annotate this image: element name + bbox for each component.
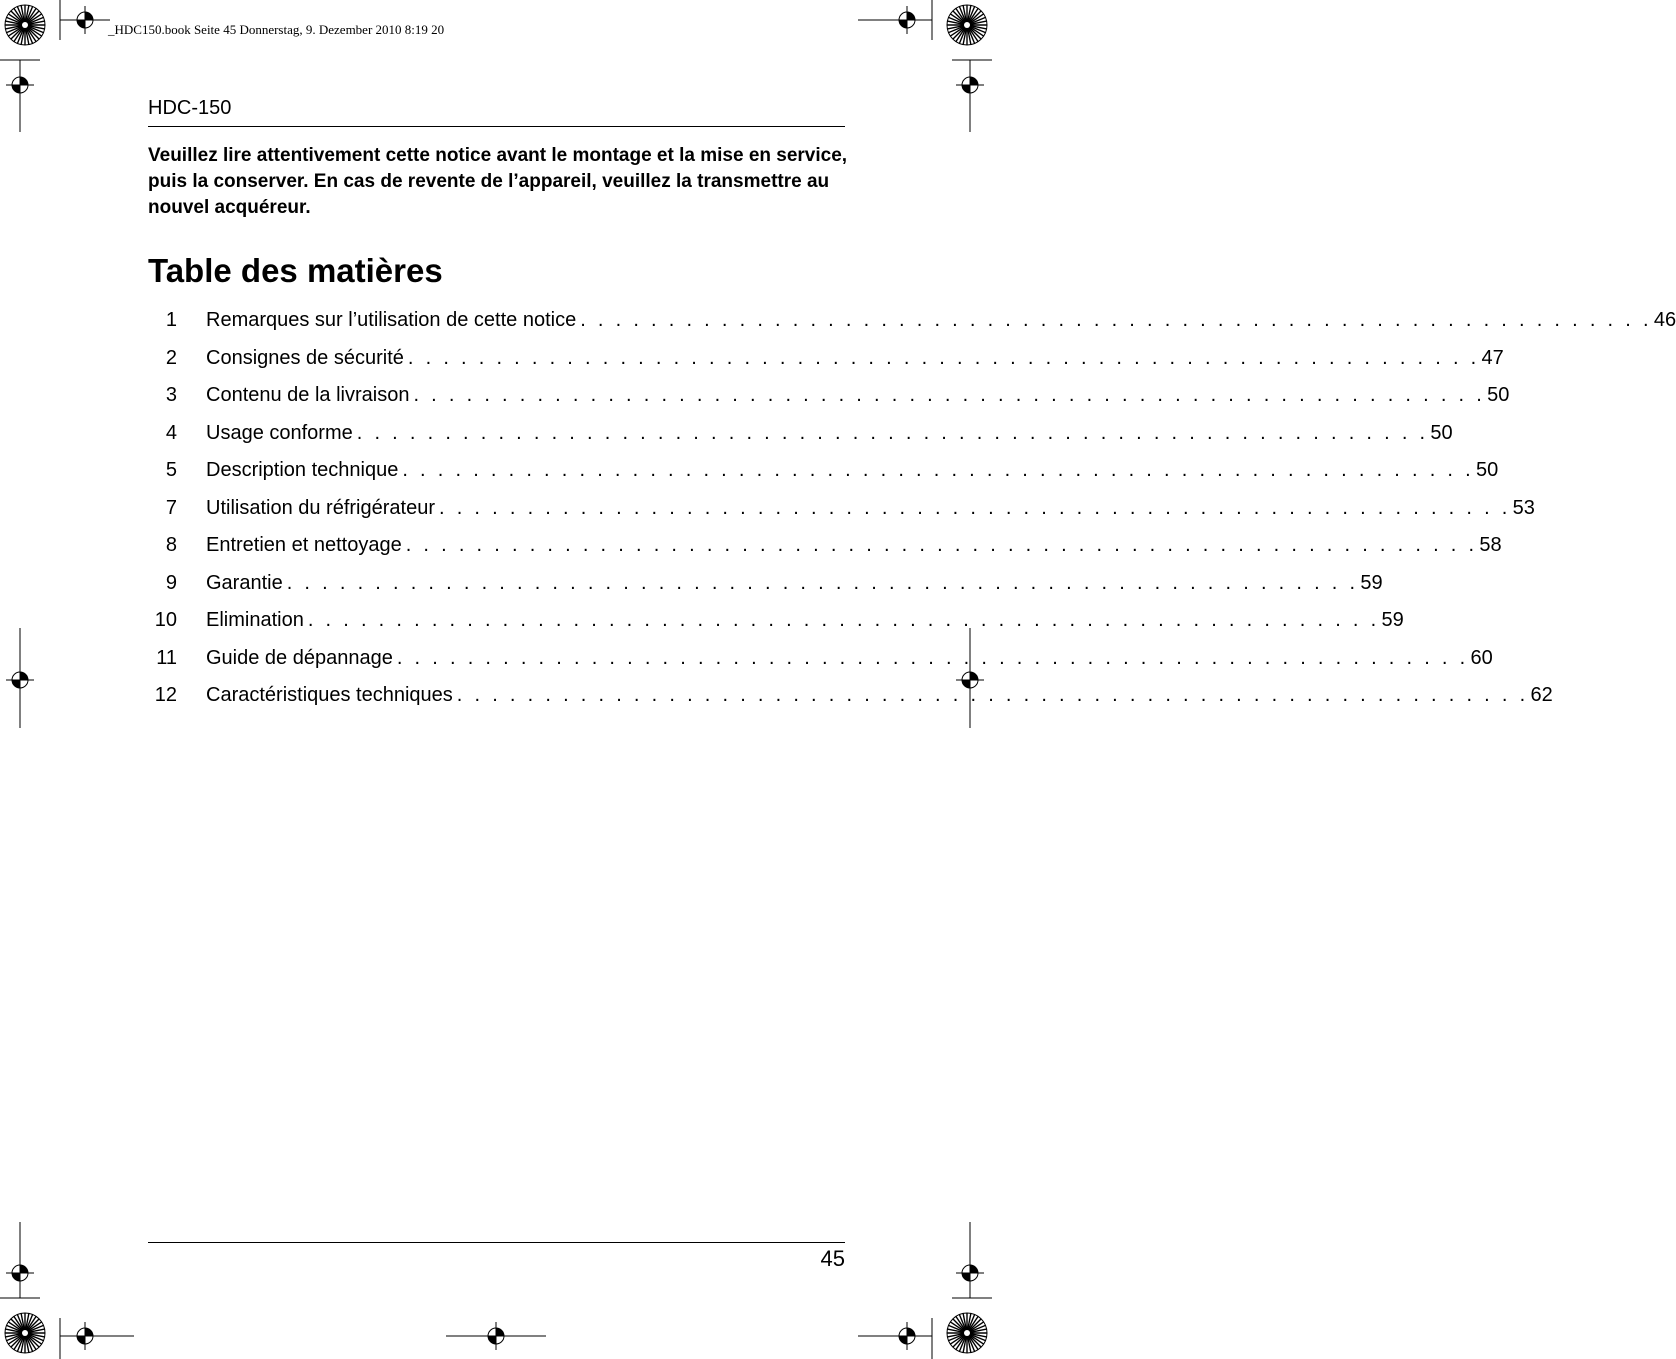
- toc-entry[interactable]: [148, 640, 1493, 678]
- toc-entry-number: 5: [165, 459, 177, 482]
- intro-notice: Veuillez lire attentivement cette notice avant le montage et la mise en service, puis la conserver. En cas de revente de l’appareil, veuillez la transmettre au nouvel acquéreur.: [148, 145, 848, 218]
- running-header-title: HDC-150: [148, 97, 232, 119]
- star-target-top-left: [5, 5, 45, 45]
- toc-heading: Table des matières: [148, 252, 443, 289]
- footer-divider: [148, 1242, 845, 1243]
- toc-entry[interactable]: [148, 565, 1383, 603]
- star-target-bottom-left: [5, 1313, 45, 1353]
- toc-dot-leader: . . . . . . . . . . . . . . . . . . . . . . . . . . . . . . . . . . . . . . . . . . . . . . . . . . . . . . . . . . . . .: [456, 684, 1529, 707]
- toc-entry[interactable]: [148, 490, 1535, 528]
- toc-dot-leader: . . . . . . . . . . . . . . . . . . . . . . . . . . . . . . . . . . . . . . . . . . . . . . . . . . . . . . . . . . . . .: [580, 309, 1652, 332]
- toc-entry-page: 50: [1476, 459, 1499, 482]
- toc-entry-title: Caractéristiques techniques: [206, 684, 453, 707]
- toc-entry-number: 9: [165, 571, 177, 594]
- toc-entry-number: 8: [165, 534, 177, 557]
- toc-entry-page: 53: [1512, 496, 1535, 519]
- toc-entry[interactable]: [148, 377, 1510, 415]
- toc-dot-leader: . . . . . . . . . . . . . . . . . . . . . . . . . . . . . . . . . . . . . . . . . . . . . . . . . . . . . . . . . . . . .: [396, 646, 1469, 669]
- toc-entry-title: Contenu de la livraison: [206, 384, 410, 407]
- toc-entry-page: 62: [1530, 684, 1553, 707]
- toc-dot-leader: . . . . . . . . . . . . . . . . . . . . . . . . . . . . . . . . . . . . . . . . . . . . . . . . . . . . . . . . . . . . .: [407, 346, 1480, 369]
- toc-entry[interactable]: [148, 527, 1502, 565]
- toc-entry-title: Garantie: [206, 571, 283, 594]
- toc-entry-title: Guide de dépannage: [206, 646, 393, 669]
- toc-entry-number: 2: [165, 346, 177, 369]
- toc-entry-title: Consignes de sécurité: [206, 346, 404, 369]
- toc-entry-title: Utilisation du réfrigérateur: [206, 496, 435, 519]
- toc-dot-leader: . . . . . . . . . . . . . . . . . . . . . . . . . . . . . . . . . . . . . . . . . . . . . . . . . . . . . . . . . . . . .: [356, 421, 1429, 444]
- toc-entry-title: Remarques sur l’utilisation de cette notice: [206, 309, 577, 332]
- toc-entry-number: 10: [154, 609, 177, 632]
- toc-dot-leader: . . . . . . . . . . . . . . . . . . . . . . . . . . . . . . . . . . . . . . . . . . . . . . . . . . . . . . . . . . . . .: [402, 459, 1474, 482]
- toc-entry-title: Description technique: [206, 459, 399, 482]
- toc-entry[interactable]: [148, 302, 1676, 340]
- toc-entry[interactable]: [148, 415, 1453, 453]
- toc-entry-page: 50: [1430, 421, 1453, 444]
- table-of-contents: [148, 302, 1676, 715]
- toc-entry-number: 1: [165, 309, 177, 332]
- print-slug: _HDC150.book Seite 45 Donnerstag, 9. Dezember 2010 8:19 20: [108, 22, 445, 37]
- toc-entry-number: 7: [165, 496, 177, 519]
- toc-entry-title: Usage conforme: [206, 421, 353, 444]
- star-target-bottom-right: [947, 1313, 987, 1353]
- page-number: 45: [820, 1246, 845, 1271]
- toc-dot-leader: . . . . . . . . . . . . . . . . . . . . . . . . . . . . . . . . . . . . . . . . . . . . . . . . . . . . . . . . . . . . .: [405, 534, 1478, 557]
- toc-entry-number: 11: [156, 646, 177, 669]
- toc-entry[interactable]: [148, 452, 1499, 490]
- toc-entry-page: 60: [1470, 646, 1493, 669]
- toc-entry-page: 59: [1381, 609, 1404, 632]
- toc-entry-title: Entretien et nettoyage: [206, 534, 402, 557]
- toc-dot-leader: . . . . . . . . . . . . . . . . . . . . . . . . . . . . . . . . . . . . . . . . . . . . . . . . . . . . . . . . . . . . .: [413, 384, 1486, 407]
- toc-entry-number: 4: [165, 421, 177, 444]
- toc-dot-leader: . . . . . . . . . . . . . . . . . . . . . . . . . . . . . . . . . . . . . . . . . . . . . . . . . . . . . . . . . . . . .: [307, 609, 1380, 632]
- toc-dot-leader: . . . . . . . . . . . . . . . . . . . . . . . . . . . . . . . . . . . . . . . . . . . . . . . . . . . . . . . . . . . . .: [439, 496, 1511, 519]
- toc-entry-page: 47: [1481, 346, 1504, 369]
- toc-entry-page: 58: [1479, 534, 1502, 557]
- toc-entry[interactable]: [148, 677, 1553, 715]
- toc-entry-title: Elimination: [206, 609, 304, 632]
- toc-entry-page: 50: [1487, 384, 1510, 407]
- star-target-top-right: [947, 5, 987, 45]
- toc-entry[interactable]: [148, 602, 1404, 640]
- header-divider: [148, 126, 845, 127]
- toc-entry-number: 3: [165, 384, 177, 407]
- toc-entry[interactable]: [148, 340, 1504, 378]
- toc-dot-leader: . . . . . . . . . . . . . . . . . . . . . . . . . . . . . . . . . . . . . . . . . . . . . . . . . . . . . . . . . . . . .: [286, 571, 1359, 594]
- toc-entry-number: 12: [154, 684, 177, 707]
- toc-entry-page: 59: [1360, 571, 1383, 594]
- toc-entry-page: 46: [1653, 309, 1676, 332]
